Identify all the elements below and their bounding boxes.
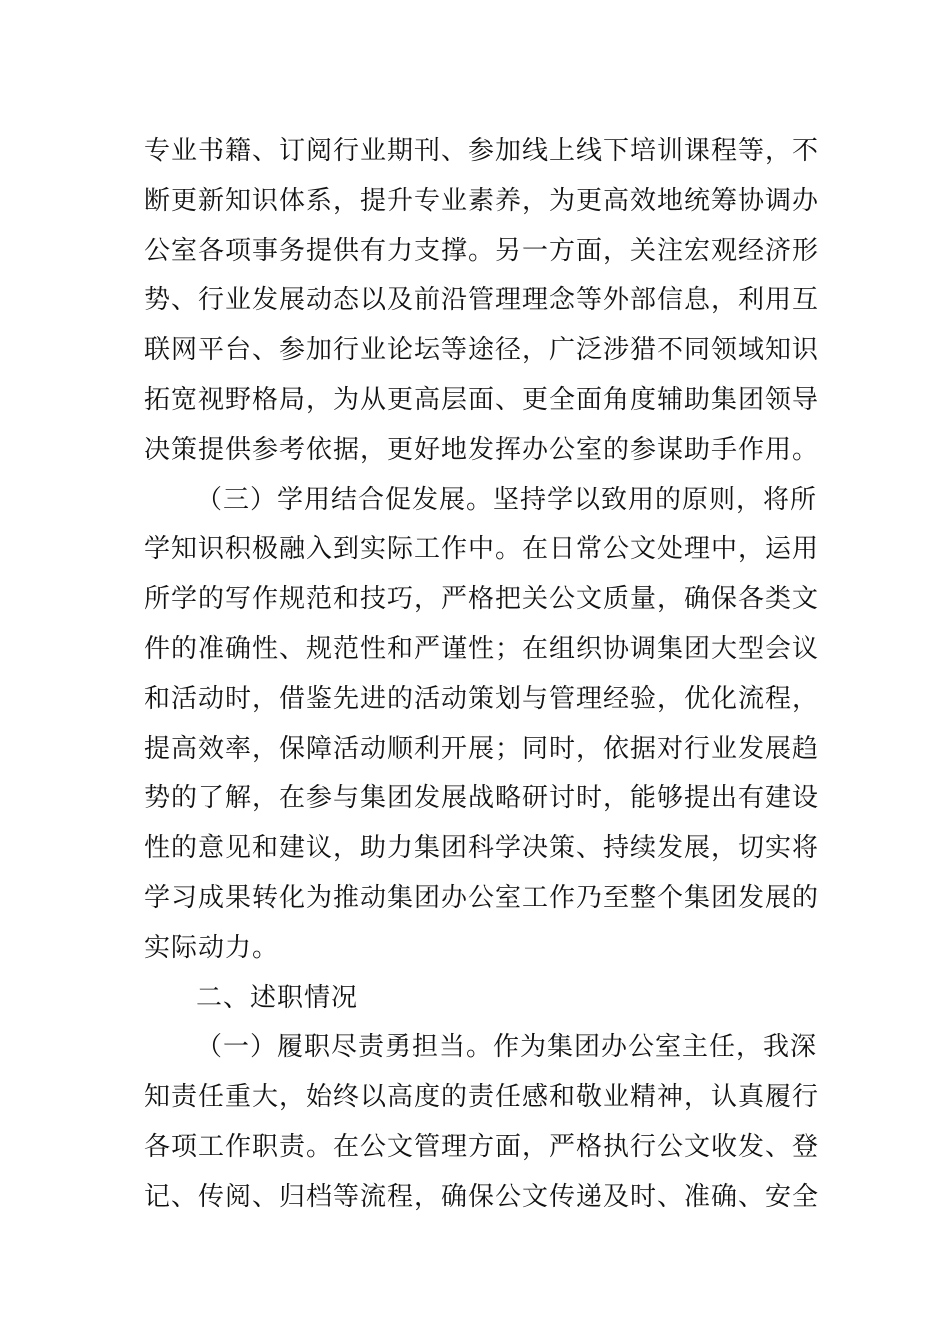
- text-line: 势、行业发展动态以及前沿管理理念等外部信息，利用互: [144, 285, 820, 316]
- paragraph-start-line: （一）履职尽责勇担当。作为集团办公室主任，我深: [196, 1032, 818, 1063]
- text-line: 和活动时，借鉴先进的活动策划与管理经验，优化流程，: [144, 683, 820, 714]
- text-line: 各项工作职责。在公文管理方面，严格执行公文收发、登: [144, 1131, 820, 1162]
- text-line: 学习成果转化为推动集团办公室工作乃至整个集团发展的: [144, 882, 820, 913]
- text-line: 断更新知识体系，提升专业素养，为更高效地统筹协调办: [144, 185, 820, 216]
- text-line: 性的意见和建议，助力集团科学决策、持续发展，切实将: [144, 833, 820, 864]
- paragraph-start-line: （三）学用结合促发展。坚持学以致用的原则，将所: [196, 484, 818, 515]
- text-line: 件的准确性、规范性和严谨性；在组织协调集团大型会议: [144, 633, 820, 664]
- text-line: 公室各项事务提供有力支撑。另一方面，关注宏观经济形: [144, 235, 820, 266]
- text-line: 实际动力。: [144, 932, 280, 963]
- document-body: [144, 127, 824, 1223]
- text-line: 提高效率，保障活动顺利开展；同时，依据对行业发展趋: [144, 733, 820, 764]
- text-line: 联网平台、参加行业论坛等途径，广泛涉猎不同领域知识: [144, 335, 820, 366]
- text-line: 专业书籍、订阅行业期刊、参加线上线下培训课程等，不: [144, 136, 820, 166]
- section-heading: 二、述职情况: [196, 982, 359, 1013]
- text-line: 知责任重大，始终以高度的责任感和敬业精神，认真履行: [144, 1082, 820, 1113]
- text-line: 决策提供参考依据，更好地发挥办公室的参谋助手作用。: [144, 434, 820, 465]
- text-line: 记、传阅、归档等流程，确保公文传递及时、准确、安全: [144, 1181, 820, 1212]
- text-line: 所学的写作规范和技巧，严格把关公文质量，确保各类文: [144, 584, 820, 615]
- text-line: 学知识积极融入到实际工作中。在日常公文处理中，运用: [144, 534, 820, 565]
- text-line: 拓宽视野格局，为从更高层面、更全面角度辅助集团领导: [144, 384, 820, 415]
- text-line: 势的了解，在参与集团发展战略研讨时，能够提出有建设: [144, 783, 820, 814]
